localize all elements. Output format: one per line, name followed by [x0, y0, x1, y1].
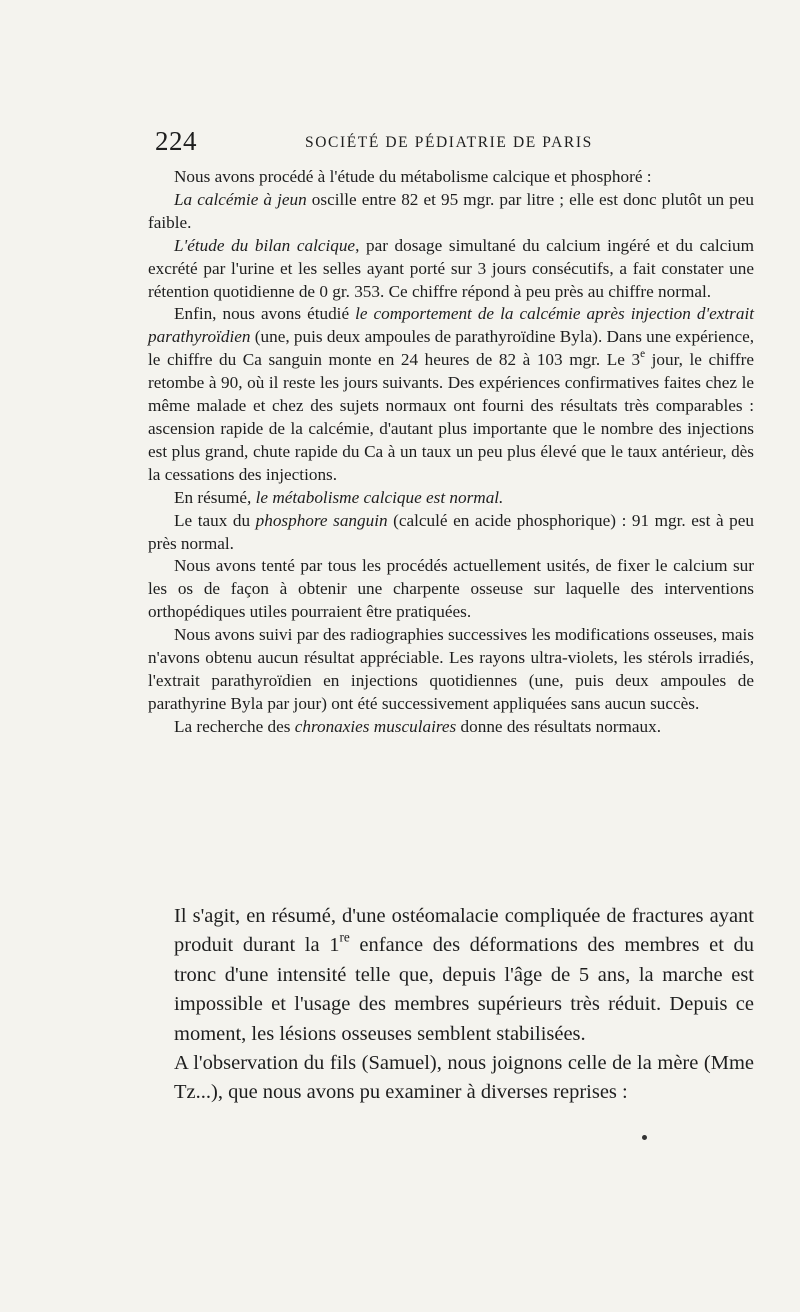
- superscript: e: [640, 348, 646, 361]
- paragraph: [148, 555, 754, 624]
- text-run: (une, puis deux ampoules de parathyroïdine Byla). Dans une expérience, le chiffre du Ca sanguin monte en 24 heures de 82 à 103 mgr. Le 3: [148, 327, 755, 370]
- italic-text: La calcémie à jeun: [174, 189, 307, 209]
- text-run: , par dosage simultané du calcium ingéré et du calcium excrété par l'urine et les selles ayant porté sur 3 jours consécutifs, a fait constater une rétention quotidienne de 0 gr. 353. Ce chiffre répond à peu près au chiffre normal.: [148, 235, 754, 301]
- case-summary-text: [174, 902, 754, 1108]
- paragraph: [148, 624, 754, 716]
- text-run: A l'observation du fils (Samuel), nous joignons celle de la mère (Mme Tz...), que nous avons pu examiner à diverses reprises :: [174, 1052, 754, 1104]
- paragraph: [148, 303, 754, 486]
- page-header: [155, 126, 755, 160]
- text-run: Nous avons suivi par des radiographies successives les modifications osseuses, mais n'avons obtenu aucun résultat appréciable. Les rayons ultra-violets, les stérols irradiés, l'extrait parathyroïdien en injections quotidiennes (une, puis deux ampoules de parathyrine Byla par jour) ont été successivement appliquées sans aucun succès.: [148, 625, 754, 713]
- paragraph: [148, 166, 754, 189]
- summary-paragraph: [174, 902, 754, 1049]
- text-run: (calculé en acide phosphorique) : 91 mgr. est à peu près normal.: [148, 510, 754, 553]
- summary-paragraph: [174, 1049, 754, 1108]
- paragraph: [148, 487, 754, 510]
- running-head: SOCIÉTÉ DE PÉDIATRIE DE PARIS: [305, 134, 593, 151]
- text-run: Enfin, nous avons étudié: [174, 304, 356, 324]
- text-run: Il s'agit, en résumé, d'une ostéomalacie compliquée de fractures ayant produit durant la 1: [174, 905, 754, 957]
- italic-text: le métabolisme calcique est normal.: [255, 487, 504, 507]
- italic-text: le comportement de la calcémie après injection d'extrait parathyroïdien: [148, 304, 755, 347]
- text-run: donne des résultats normaux.: [456, 716, 662, 736]
- text-run: La recherche des: [174, 716, 295, 736]
- italic-text: L'étude du bilan calcique: [174, 235, 356, 255]
- paragraph: [148, 235, 754, 304]
- text-run: Nous avons tenté par tous les procédés actuellement usités, de fixer le calcium sur les os de façon à obtenir une charpente osseuse sur laquelle des interventions orthopédiques utiles pourraient être pratiquées.: [148, 556, 754, 622]
- text-run: Nous avons procédé à l'étude du métabolisme calcique et phosphoré :: [174, 167, 652, 186]
- text-run: oscille entre 82 et 95 mgr. par litre ; elle est donc plutôt un peu faible.: [148, 189, 754, 232]
- text-run: En résumé,: [174, 487, 256, 507]
- superscript: re: [339, 930, 350, 946]
- ink-dot: [642, 1135, 647, 1140]
- text-run: Le taux du: [174, 510, 256, 530]
- page-number: 224: [155, 126, 197, 156]
- paragraph: [148, 510, 754, 556]
- paragraph: [148, 716, 754, 739]
- paragraph: [148, 189, 754, 235]
- text-run: enfance des déformations des membres et du tronc d'une intensité telle que, depuis l'âge de 5 ans, la marche est impossible et l'usage des membres supérieurs très réduit. Depuis ce moment, les lésions osseuses semblent stabilisées.: [174, 934, 754, 1045]
- italic-text: phosphore sanguin: [255, 510, 388, 530]
- italic-text: chronaxies musculaires: [294, 716, 457, 736]
- case-findings-text: [148, 166, 754, 739]
- text-run: jour, le chiffre retombe à 90, où il reste les jours suivants. Des expériences confirmatives faites chez le même malade et chez des sujets normaux ont fourni des résultats très comparables : ascension rapide de la calcémie, d'autant plus importante que le nombre des injections est plus grand, chute rapide du Ca à un taux un peu plus élevé que le taux antérieur, dès la cessations des injections.: [148, 350, 754, 484]
